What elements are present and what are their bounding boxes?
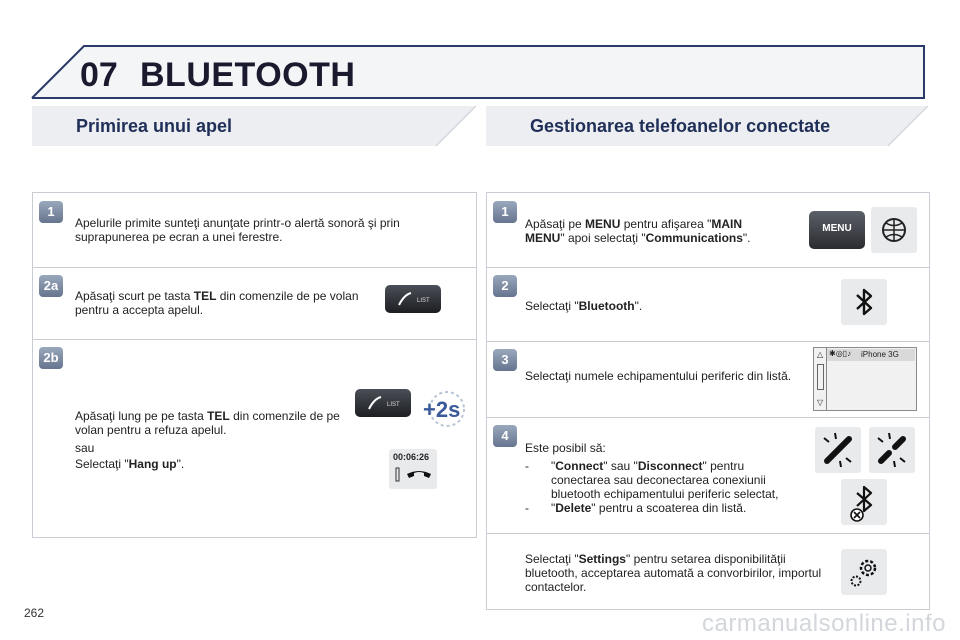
watermark: carmanualsonline.info bbox=[702, 610, 946, 637]
tel-button-label: LIST bbox=[387, 402, 400, 408]
right-step-2 bbox=[487, 267, 929, 342]
bluetooth-icon bbox=[841, 279, 887, 325]
phone-icon bbox=[385, 285, 441, 313]
step-badge: 4 bbox=[493, 425, 517, 447]
bluetooth-delete-icon bbox=[841, 479, 887, 525]
or-text: sau bbox=[75, 441, 95, 455]
chapter-title: BLUETOOTH bbox=[140, 56, 356, 94]
dash: - bbox=[525, 501, 529, 515]
step-text: Apăsaţi scurt pe tasta TEL din comenzile de pe volan pentru a accepta apelul. bbox=[75, 289, 359, 317]
step-text: Selectaţi numele echipamentului periferic din listă. bbox=[525, 369, 792, 383]
left-step-1 bbox=[33, 193, 476, 268]
phone-icon bbox=[355, 389, 411, 417]
device-list-item bbox=[827, 349, 915, 361]
hold-2s-icon bbox=[421, 389, 467, 429]
bluetooth-tile bbox=[841, 279, 887, 325]
left-step-2b bbox=[33, 339, 476, 537]
connect-option-text: "Connect" sau "Disconnect" pentru conectarea sau deconectarea conexiunii bluetooth echipamentului periferic selectat, bbox=[551, 459, 779, 501]
tel-button bbox=[355, 389, 411, 417]
delete-tile bbox=[841, 479, 887, 525]
device-list-screen bbox=[813, 347, 917, 411]
right-step-4 bbox=[487, 417, 929, 534]
gear-icon bbox=[841, 549, 887, 595]
step-badge: 1 bbox=[39, 201, 63, 223]
call-timer: 00:06:26 bbox=[393, 452, 430, 462]
dash: - bbox=[525, 459, 529, 473]
scroll-up-icon: △ bbox=[817, 350, 824, 359]
plug-connect-icon bbox=[815, 427, 861, 473]
left-section-header bbox=[32, 106, 476, 146]
plug-disconnect-icon bbox=[869, 427, 915, 473]
step-text: Apăsaţi pe MENU pentru afişarea "MAIN MENU" apoi selectaţi "Communications". bbox=[525, 217, 751, 245]
list-scrollbar bbox=[814, 348, 827, 410]
right-step-settings bbox=[487, 533, 929, 609]
device-capability-icons: ✱◎▯♪ bbox=[829, 349, 852, 358]
left-panel bbox=[32, 192, 477, 538]
step-badge: 2b bbox=[39, 347, 63, 369]
step-intro: Este posibil să: bbox=[525, 441, 606, 455]
step-badge: 1 bbox=[493, 201, 517, 223]
step-text: Selectaţi "Settings" pentru setarea disponibilităţii bluetooth, acceptarea automată a convorbirilor, importul contactelor. bbox=[525, 552, 822, 594]
step-badge: 2 bbox=[493, 275, 517, 297]
right-section-header bbox=[486, 106, 928, 146]
step-badge: 3 bbox=[493, 349, 517, 371]
scroll-thumb bbox=[817, 364, 824, 390]
chapter-number: 07 bbox=[80, 56, 118, 94]
connect-tile bbox=[815, 427, 861, 473]
menu-button-label: MENU bbox=[822, 223, 852, 234]
right-step-3 bbox=[487, 341, 929, 418]
page-number: 262 bbox=[24, 606, 45, 620]
settings-tile bbox=[841, 549, 887, 595]
tel-button bbox=[385, 285, 441, 313]
hang-up-tile bbox=[389, 449, 437, 489]
hold-2s-label: +2s bbox=[423, 397, 461, 422]
right-panel bbox=[486, 192, 930, 610]
communications-globe-icon bbox=[871, 207, 917, 253]
device-name: iPhone 3G bbox=[861, 350, 899, 359]
step-text: Apăsaţi lung pe pe tasta TEL din comenzile de pe volan pentru a refuza apelul. bbox=[75, 409, 340, 437]
menu-button bbox=[809, 211, 865, 249]
left-section-title: Primirea unui apel bbox=[76, 116, 233, 136]
hang-up-text: Selectaţi "Hang up". bbox=[75, 457, 185, 471]
step-badge: 2a bbox=[39, 275, 63, 297]
hang-up-icon bbox=[389, 449, 437, 489]
communications-tile bbox=[871, 207, 917, 253]
step-text: Selectaţi "Bluetooth". bbox=[525, 299, 643, 313]
right-section-title: Gestionarea telefoanelor conectate bbox=[530, 116, 831, 136]
left-step-2a bbox=[33, 267, 476, 340]
disconnect-tile bbox=[869, 427, 915, 473]
right-step-1 bbox=[487, 193, 929, 268]
step-text: Apelurile primite sunteţi anunţate printr-o alertă sonoră şi prin suprapunerea pe ecran a unei ferestre. bbox=[75, 216, 400, 244]
scroll-down-icon: ▽ bbox=[817, 398, 824, 407]
delete-option-text: "Delete" pentru a scoaterea din listă. bbox=[551, 501, 747, 515]
tel-button-label: LIST bbox=[417, 298, 430, 304]
